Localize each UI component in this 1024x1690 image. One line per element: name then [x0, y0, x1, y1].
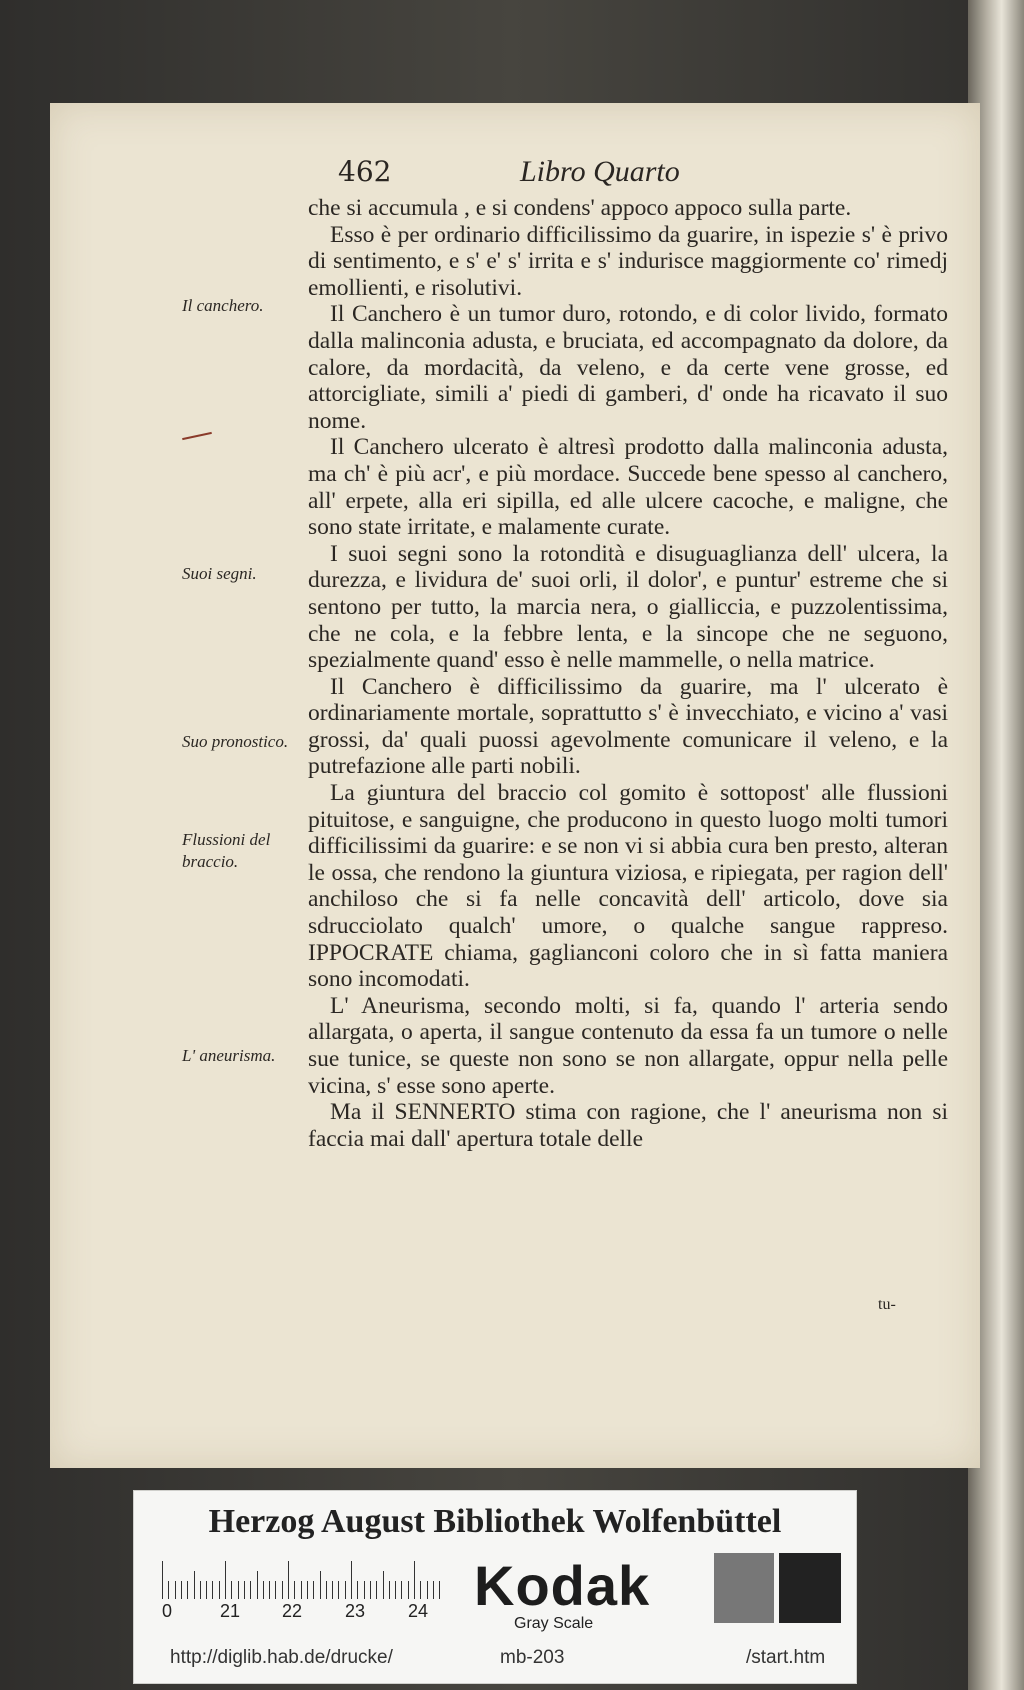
card-footer [134, 1641, 856, 1675]
ruler-tick [414, 1561, 415, 1599]
ruler-tick [288, 1561, 289, 1599]
ruler-tick [439, 1581, 440, 1599]
ruler-tick [332, 1581, 333, 1599]
ruler-label: 22 [282, 1601, 303, 1621]
margin-note-segni: Suoi segni. [182, 564, 257, 583]
ruler-tick [345, 1581, 346, 1599]
ruler-tick [420, 1581, 421, 1599]
margin-note-canchero: Il canchero. [182, 296, 264, 315]
ruler-tick [433, 1581, 434, 1599]
ruler-tick [263, 1581, 264, 1599]
paragraph: Il Canchero è un tumor duro, rotondo, e di color livido, formato dalla malinconia adusta, e bruciata, ed accompagnato da dolore, da calore, da mordacità, da veleno, e da certe vene grosse, ed attorcigliate, simili a' piedi di gamberi, d' onde ha ricavato il suo nome. [308, 301, 948, 434]
ruler-tick [351, 1561, 352, 1599]
page-header [338, 155, 898, 199]
ruler-tick [364, 1581, 365, 1599]
ruler-tick [257, 1571, 258, 1599]
ruler-tick [244, 1581, 245, 1599]
ruler-tick [181, 1581, 182, 1599]
ruler-tick [175, 1581, 176, 1599]
ruler-tick [250, 1581, 251, 1599]
ruler-tick [282, 1581, 283, 1599]
paragraph: I suoi segni sono la rotondità e disuguaglianza dell' ulcera, la durezza, e lividura de' suoi orli, il dolor', e puntur' estreme che si sentono per tutto, la marcia nera, o gialliccia, e puzzolentissima, che ne cola, e la febbre lenta, e la sincope che ne seguono, spezialmente quand' esso è nelle mammelle, o nella matrice. [308, 540, 948, 674]
ruler-tick [231, 1581, 232, 1599]
paragraph: Il Canchero ulcerato è altresì prodotto dalla malinconia adusta, ma ch' è più acr', e più mordace. Succede bene spesso al canchero, all' erpete, alla eri sipilla, ed alle ulcere cacoche, e maligne, che sono state irritate, e malamente curate. [308, 434, 948, 541]
paragraph: L' Aneurisma, secondo molti, si fa, quando l' arteria sendo allargata, o aperta, il sangue contenuto da essa fa un tumore o nelle sue tunice, se queste non sono se non allargate, oppur nella pelle vicina, s' esse sono aperte. [308, 992, 948, 1099]
scale-ruler [162, 1559, 448, 1599]
ruler-tick [168, 1581, 169, 1599]
ruler-tick [383, 1571, 384, 1599]
ruler-tick [427, 1581, 428, 1599]
ruler-tick [320, 1571, 321, 1599]
ruler-tick [401, 1581, 402, 1599]
margin-note-aneurisma: L' aneurisma. [182, 1046, 276, 1065]
ruler-label: 0 [162, 1601, 173, 1621]
margin-note-flussioni: Flussioni del braccio. [182, 830, 271, 871]
ruler-tick [162, 1561, 163, 1599]
ruler-tick [338, 1581, 339, 1599]
ruler-tick [389, 1581, 390, 1599]
book-page [50, 103, 980, 1468]
library-name: Herzog August Bibliothek Wolfenbüttel [208, 1503, 782, 1540]
ruler-tick [225, 1561, 226, 1599]
ruler-tick [307, 1581, 308, 1599]
page-number: 462 [338, 155, 392, 188]
dark-swatch [779, 1553, 841, 1623]
ruler-tick [294, 1581, 295, 1599]
ruler-tick [395, 1581, 396, 1599]
ruler-tick [238, 1581, 239, 1599]
body-text [308, 195, 948, 1152]
paragraph: Ma il SENNERTO stima con ragione, che l' aneurisma non si faccia mai dall' apertura totale delle [308, 1099, 948, 1152]
ruler-tick [370, 1581, 371, 1599]
ruler-tick [275, 1581, 276, 1599]
catchword: tu- [878, 1296, 896, 1313]
ruler-tick [326, 1581, 327, 1599]
ruler-tick [313, 1581, 314, 1599]
running-title: Libro Quarto [520, 155, 680, 188]
ruler-tick [194, 1571, 195, 1599]
ruler-tick [376, 1581, 377, 1599]
margin-mark [182, 432, 212, 440]
ruler-label: 23 [345, 1601, 366, 1621]
paragraph: che si accumula , e si condens' appoco appoco sulla parte. [308, 195, 852, 221]
ruler-label: 21 [220, 1601, 241, 1621]
paragraph: Esso è per ordinario difficilissimo da guarire, in ispezie s' è privo di sentimento, e s' e' s' irrita e s' indurisce maggiormente co' rimedj emollienti, e risolutivi. [308, 221, 948, 301]
footer-url-end: /start.htm [746, 1647, 826, 1668]
kodak-logo: Kodak [474, 1554, 651, 1617]
paragraph: Il Canchero è difficilissimo da guarire, ma l' ulcerato è ordinariamente mortale, soprattutto s' è invecchiato, e vicino a' vasi grossi, da' quali puossi agevolmente comunicare il veleno, e la putrefazione alle parti nobili. [308, 673, 948, 780]
ruler-tick [408, 1581, 409, 1599]
ruler-tick [269, 1581, 270, 1599]
gray-scale-label: Gray Scale [514, 1615, 594, 1632]
ruler-tick [357, 1581, 358, 1599]
footer-shelfmark: mb-203 [500, 1647, 565, 1668]
ruler-label: 24 [408, 1601, 429, 1621]
ruler-tick [200, 1581, 201, 1599]
ruler-tick [187, 1581, 188, 1599]
gray-swatch [714, 1553, 774, 1623]
paragraph: La giuntura del braccio col gomito è sottopost' alle flussioni pituitose, e sanguigne, che producono in questo luogo molti tumori difficilissimi da guarire: e se non vi si abbia cura ben presto, alteran le ossa, che rendono la giuntura viziosa, e ripiegata, per ragion dell' anchiloso che si fa nelle concavità dell' articolo, dove sia sdrucciolato qualch' umore, o qualche sangue rappreso. IPPOCRATE chiama, gaglianconi coloro che in sì fatta maniera sono incomodati. [308, 780, 948, 993]
ruler-tick [212, 1581, 213, 1599]
ruler-tick [219, 1581, 220, 1599]
footer-url: http://diglib.hab.de/drucke/ [170, 1647, 393, 1668]
ruler-labels [162, 1601, 462, 1625]
ruler-tick [301, 1581, 302, 1599]
margin-note-pronostico: Suo pronostico. [182, 732, 289, 751]
ruler-tick [206, 1581, 207, 1599]
library-color-card [133, 1490, 857, 1684]
